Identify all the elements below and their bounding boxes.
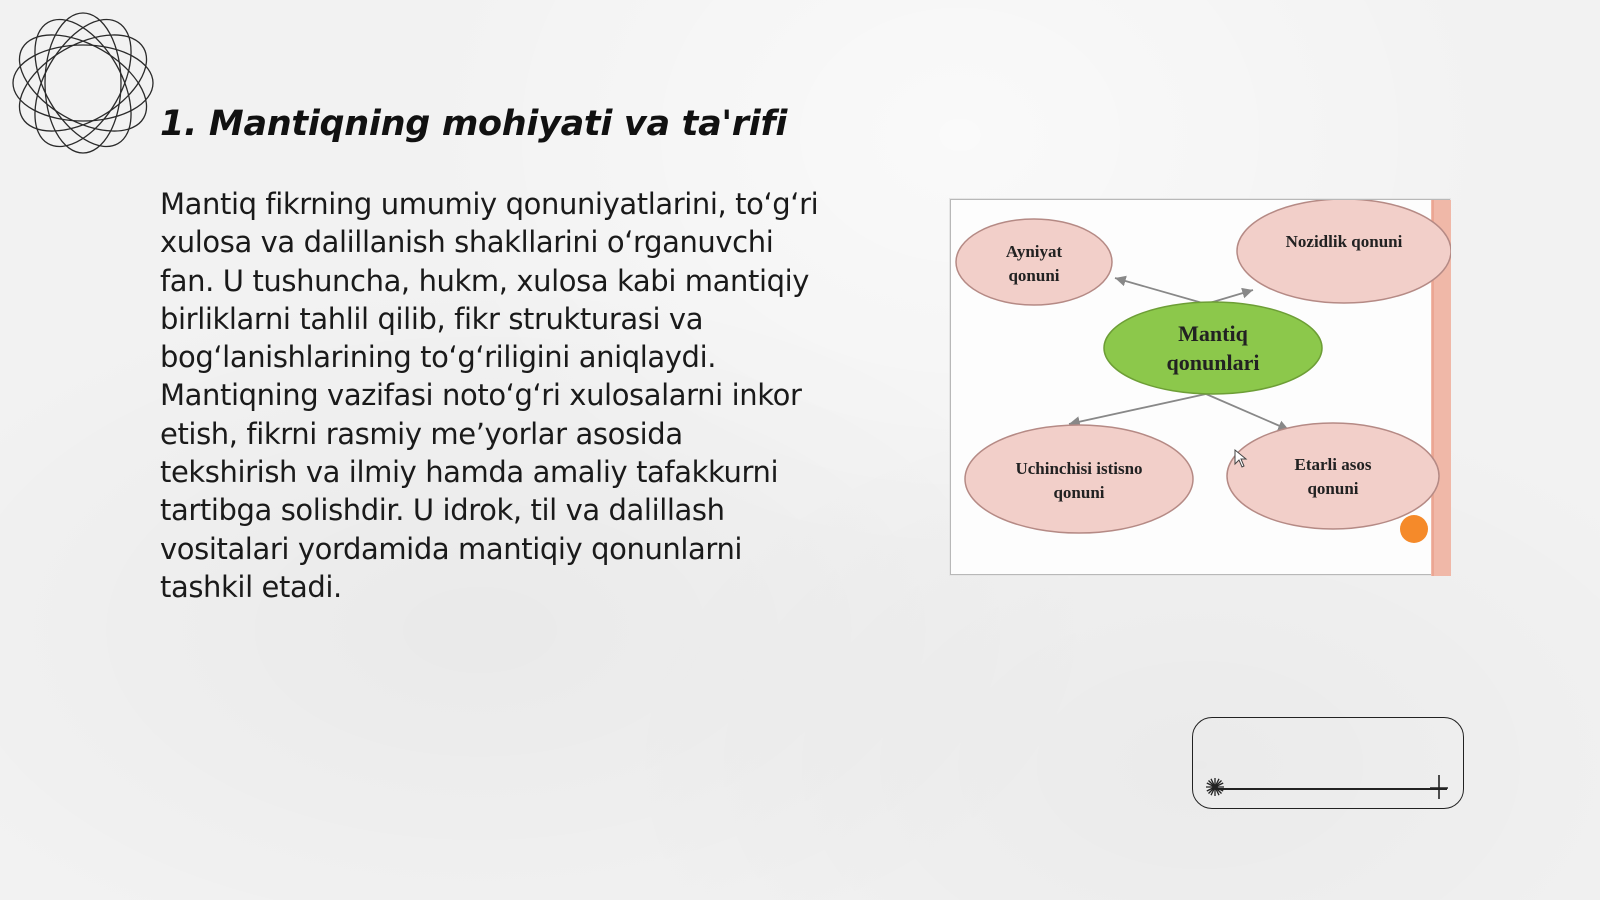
star-burst-icon: [1203, 775, 1227, 799]
node-ayniyat-qonuni: [956, 219, 1112, 305]
node-label: qonuni: [1307, 479, 1359, 498]
orange-dot: [1400, 515, 1428, 543]
node-label: Etarli asos: [1294, 455, 1372, 474]
node-label: qonuni: [1008, 266, 1060, 285]
divider-line: [1215, 788, 1447, 790]
node-label: qonuni: [1053, 483, 1105, 502]
node-uchinchisi-istisno-qonuni: [965, 425, 1193, 533]
cross-icon: [1427, 774, 1451, 800]
slide-body-text: Mantiq fikrning umumiy qonuniyatlarini, to‘g‘ri xulosa va dalillanish shakllarini o‘rganuvchi fan. U tushuncha, hukm, xulosa kabi mantiqiy birliklarni tahlil qilib, fikr strukturasi va bog‘lanishlarining to‘g‘riligini aniqlaydi. Mantiqning vazifasi noto‘g‘ri xulosalarni inkor etish, fikrni rasmiy me’yorlar asosida tekshirish va ilmiy hamda amaliy tafakkurni tartibga solishdir. U idrok, til va dalillash vositalari yordamida mantiqiy qonunlarni tashkil etadi.: [160, 187, 819, 604]
node-label: Uchinchisi istisno: [1015, 459, 1143, 478]
node-mantiq-qonunlari: [1104, 302, 1322, 394]
node-etarli-asos-qonuni: [1227, 423, 1439, 529]
slide-title: 1. Mantiqning mohiyati va ta'rifi: [160, 104, 788, 144]
decorative-frame: [1192, 717, 1464, 809]
node-label: Nozidlik qonuni: [1285, 232, 1403, 251]
node-label: Ayniyat: [1005, 242, 1063, 261]
node-label: Mantiq: [1178, 321, 1248, 346]
circle-rosette-icon: [10, 10, 156, 156]
logic-laws-diagram: [950, 199, 1450, 575]
node-label: qonunlari: [1166, 350, 1260, 375]
node-nozidlik-qonuni: [1237, 200, 1451, 303]
diagram-canvas: [951, 200, 1451, 576]
